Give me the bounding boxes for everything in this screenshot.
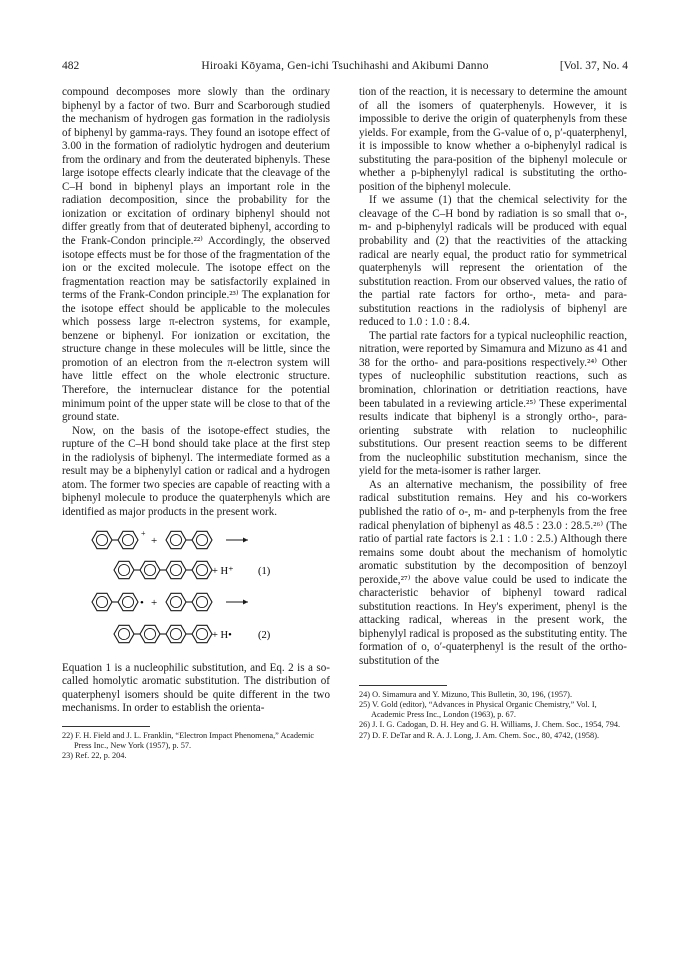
plus-sign: + (151, 534, 158, 547)
footnote-rule (359, 685, 447, 686)
paragraph-isomers: tion of the reaction, it is necessary to determine the amount of all the isomers of quaterphenyls. However, it is impossible to derive the origin of quaterphenyls from these yields. For example, from the G-value of o, p′-quaterphenyl, it is impossible to know whether a o-biphenylyl radical is substituting the para-position of the biphenyl molecule or whether a p-biphenylyl radical is substituting the ortho-position of the biphenyl molecule. (359, 86, 627, 193)
proton-product: + H⁺ (212, 565, 234, 577)
row-quaterphenyl-1 (114, 561, 212, 578)
volume-info: [Vol. 37, No. 4 (559, 60, 628, 72)
row-cation-reactants (92, 528, 248, 548)
left-column (62, 86, 330, 762)
reaction-scheme (62, 526, 330, 658)
equation-number-2: (2) (258, 629, 271, 641)
paragraph-assumptions: If we assume (1) that the chemical selectivity for the cleavage of the C–H bond by radiation is so small that o-, m- and p-biphenylyl radicals will be produced with equal probability and (2) that the reactivities of the attacking radical are nearly equal, the product ratio for symmetrical quaterphenyls will represent the orientation of the substitution reaction. From our observed values, the ratio of the partial rate factors for ortho-, meta- and para-substitution reactions in the radiolysis of biphenyl are reduced to 1.0 : 1.0 : 8.4. (359, 194, 627, 329)
row-quaterphenyl-2 (114, 625, 212, 642)
arrow-head (243, 599, 248, 604)
reaction-scheme-drawing (62, 526, 330, 658)
equation-number-1: (1) (258, 565, 271, 577)
paragraph-radical-mechanism: As an alternative mechanism, the possibility of free radical substitution remains. Hey and his co-workers published the ratio of o-, m- and p-terphenyls from the free radical phenylation of biphenyl as 48.5 : 23.0 : 28.5.²⁶⁾ (The ratio of partial rate factors is 2.1 : 1.0 : 2.5.) Although there remains some doubt about the mechanism of homolytic aromatic substitution by the decomposition of benzoyl peroxide,²⁷⁾ the above value could be used to indicate the characteristic behavior of biphenyl toward radical substitution reactions. In Hey's experiment, phenyl is the attacking radical, whereas in the present work, the biphenylyl radical is proposed as the substituting entity. The formation of o, o′-quaterphenyl is the result of the ortho-substitution of the (359, 478, 627, 667)
paragraph-mechanism: Now, on the basis of the isotope-effect studies, the rupture of the C–H bond should take place at the first step in the radiolysis of biphenyl. The intermediate formed as a result may be a biphenylyl cation or radical and a hydrogen atom. The former two species are capable of reacting with a biphenyl molecule to produce the quaterphenyls which are identified as major products in the present work. (62, 424, 330, 518)
footnotes-right (359, 685, 627, 741)
cation-charge: + (141, 528, 146, 538)
plus-sign: + (151, 596, 158, 609)
row-radical-reactants (92, 593, 248, 610)
running-authors: Hiroaki Kōyama, Gen-ichi Tsuchihashi and Akibumi Danno (201, 60, 489, 72)
paragraph-isotope-effect: compound decomposes more slowly than the ordinary biphenyl by a factor of two. Burr and Scarborough studied the mechanism of hydrogen gas formation in the radiolysis of biphenyl by gamma-rays. They found an isotope effect of 3.00 in the formation of radiolytic hydrogen and deuterium from the ordinary and from the deuterated biphenyls. These large isotope effects clearly indicate that the cleavage of the C–H bond in biphenyl plays an important role in the radiation decomposition, since the probability for the ionization or excitation of ordinary biphenyl should not differ greatly from that of deuterated biphenyl, according to the Frank-Condon principle.²²⁾ Accordingly, the observed isotope effects must be for those of the fragmentation of the ion or the excited molecule. The isotope effect on the fragmentation reaction may be satisfactorily explained in terms of the Frank-Condon principle.²³⁾ The explanation for the isotope effect should be applicable to the molecules which possess large π-electron systems, for example, benzene or biphenyl. For ionization or excitation, the structure change in these molecules will be little, since the promotion of an electron from the π-electron system will have little effect on the whole electronic structure. Therefore, the internuclear distance for the potential minimum point of the upper state will be close to that of the ground state. (62, 86, 330, 424)
paragraph-equations: Equation 1 is a nucleophilic substitution, and Eq. 2 is a so-called homolytic aromatic substitution. The distribution of quaterphenyl isomers should be quite different in the two mechanisms. In order to establish the orienta- (62, 661, 330, 715)
hydrogen-radical-product: + H• (212, 629, 232, 641)
footnote-rule (62, 726, 150, 727)
right-column (359, 86, 627, 741)
arrow-head (243, 537, 248, 542)
page-number: 482 (62, 60, 80, 72)
footnote: 27) D. F. DeTar and R. A. J. Long, J. Am. Chem. Soc., 80, 4742, (1958). (359, 730, 600, 740)
footnote: 26) J. I. G. Cadogan, D. H. Hey and G. H. Williams, J. Chem. Soc., 1954, 794. (359, 720, 621, 730)
paragraph-partial-rate-factors: The partial rate factors for a typical nucleophilic reaction, nitration, were reported by Simamura and Mizuno as 41 and 38 for the ortho- and para-positions respectively.²⁴⁾ Other types of nucleophilic substitution reactions, such as bromination, chlorination or detritiation reactions, have been tabulated in a reviewing article.²⁵⁾ These experimental results indicate that biphenyl is a strongly ortho-, para-orienting substrate with relation to nucleophilic substitutions. Our present reaction seems to be different from the nucleophilic substitution mechanism, since the yield for the meta-isomer is rather larger. (359, 329, 627, 478)
footnote: 23) Ref. 22, p. 204. (62, 751, 127, 761)
footnote: 24) O. Simamura and Y. Mizuno, This Bulletin, 30, 196, (1957). (359, 689, 573, 699)
footnote: 22) F. H. Field and J. L. Franklin, “Electron Impact Phenomena,” Academic Press Inc., New York (1957), p. 57. (62, 730, 315, 750)
radical-dot: • (140, 596, 144, 609)
footnote: 25) V. Gold (editor), “Advances in Physical Organic Chemistry,” Vol. I, Academic Press Inc., London (1963), p. 67. (359, 699, 597, 720)
running-header (62, 60, 628, 76)
